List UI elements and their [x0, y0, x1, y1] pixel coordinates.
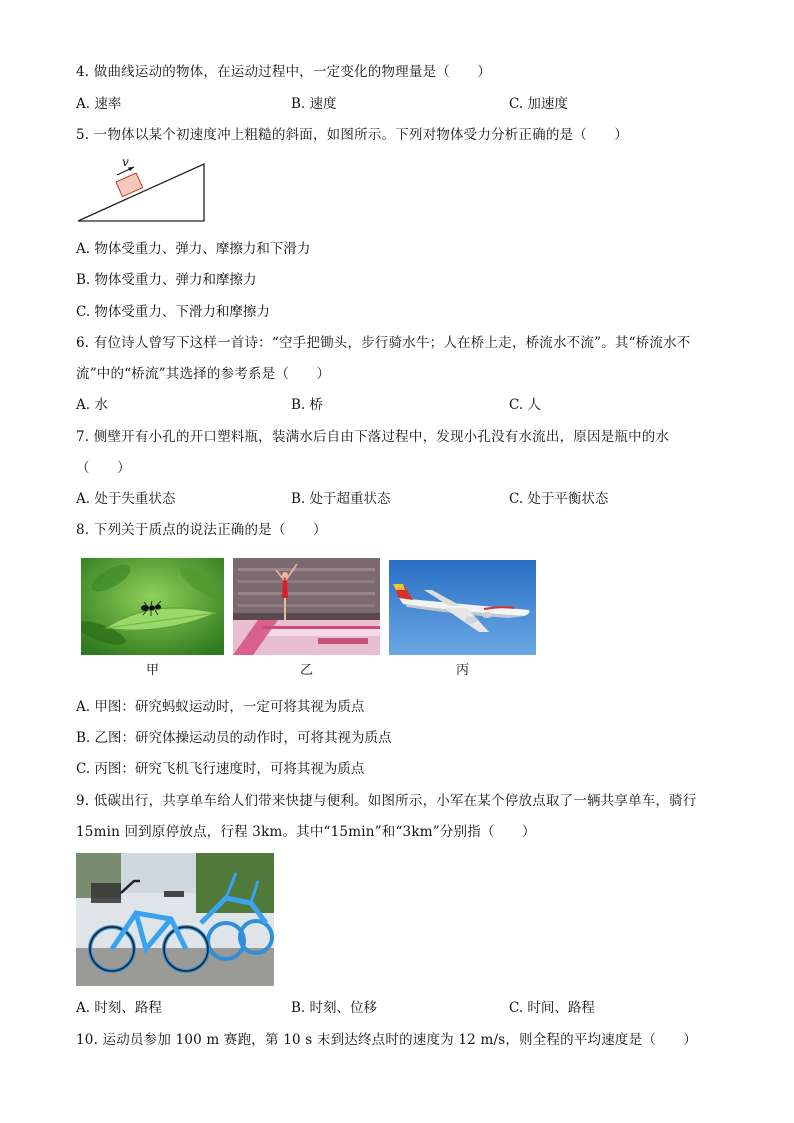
question-8-option-a: A. 甲图：研究蚂蚁运动时，一定可将其视为质点: [76, 699, 365, 715]
question-9-stem-line-1: 9. 低碳出行，共享单车给人们带来快捷与便利。如图所示，小军在某个停放点取了一辆共享单车，骑行: [76, 793, 697, 809]
question-8-stem: 8. 下列关于质点的说法正确的是（ ）: [76, 522, 327, 538]
question-9-option-b: B. 时刻、位移: [291, 1000, 378, 1016]
question-4-stem: 4. 做曲线运动的物体，在运动过程中，一定变化的物理量是（ ）: [76, 64, 492, 80]
question-9-stem-line-2: 15min 回到原停放点，行程 3km。其中“15min”和“3km”分别指（ ）: [76, 824, 536, 840]
photo-caption-bing: 丙: [455, 663, 469, 678]
question-5-option-a: A. 物体受重力、弹力、摩擦力和下滑力: [76, 241, 311, 257]
gymnast-on-beam-photo: [233, 558, 380, 655]
question-4-option-b: B. 速度: [291, 96, 337, 112]
question-5-stem: 5. 一物体以某个初速度冲上粗糙的斜面，如图所示。下列对物体受力分析正确的是（ ）: [76, 127, 629, 143]
question-7-option-b: B. 处于超重状态: [291, 491, 391, 507]
question-10-stem: 10. 运动员参加 100 m 赛跑，第 10 s 末到达终点时的速度为 12 m/s，则全程的平均速度是（ ）: [76, 1032, 698, 1048]
question-6-stem-line-1: 6. 有位诗人曾写下这样一首诗：“空手把锄头，步行骑水牛；人在桥上走，桥流水不流”。其“桥流水不: [76, 335, 691, 351]
photo-caption-jia: 甲: [145, 663, 159, 678]
question-5-option-c: C. 物体受重力、下滑力和摩擦力: [76, 304, 270, 320]
incline-figure: [76, 152, 208, 224]
question-9-option-c: C. 时间、路程: [509, 1000, 595, 1016]
velocity-label: v: [122, 155, 129, 169]
question-8-option-c: C. 丙图：研究飞机飞行速度时，可将其视为质点: [76, 761, 365, 777]
question-6-option-c: C. 人: [509, 397, 541, 413]
question-7-option-a: A. 处于失重状态: [76, 491, 176, 507]
ant-on-leaf-photo: [81, 558, 224, 655]
question-6-stem-line-2: 流”中的“桥流”其选择的参考系是（ ）: [76, 366, 331, 382]
photo-caption-yi: 乙: [299, 663, 313, 678]
question-7-option-c: C. 处于平衡状态: [509, 491, 609, 507]
shared-bikes-photo: [76, 853, 274, 986]
question-5-option-b: B. 物体受重力、弹力和摩擦力: [76, 272, 257, 288]
question-9-option-a: A. 时刻、路程: [76, 1000, 162, 1016]
question-8-option-b: B. 乙图：研究体操运动员的动作时，可将其视为质点: [76, 730, 392, 746]
question-4-option-a: A. 速率: [76, 96, 122, 112]
question-6-option-a: A. 水: [76, 397, 108, 413]
question-6-option-b: B. 桥: [291, 397, 324, 413]
question-7-stem-line-2: （ ）: [76, 460, 131, 476]
question-7-stem-line-1: 7. 侧壁开有小孔的开口塑料瓶，装满水后自由下落过程中，发现小孔没有水流出，原因是瓶中的水: [76, 429, 670, 445]
question-4-option-c: C. 加速度: [509, 96, 568, 112]
airplane-photo: [389, 560, 536, 655]
